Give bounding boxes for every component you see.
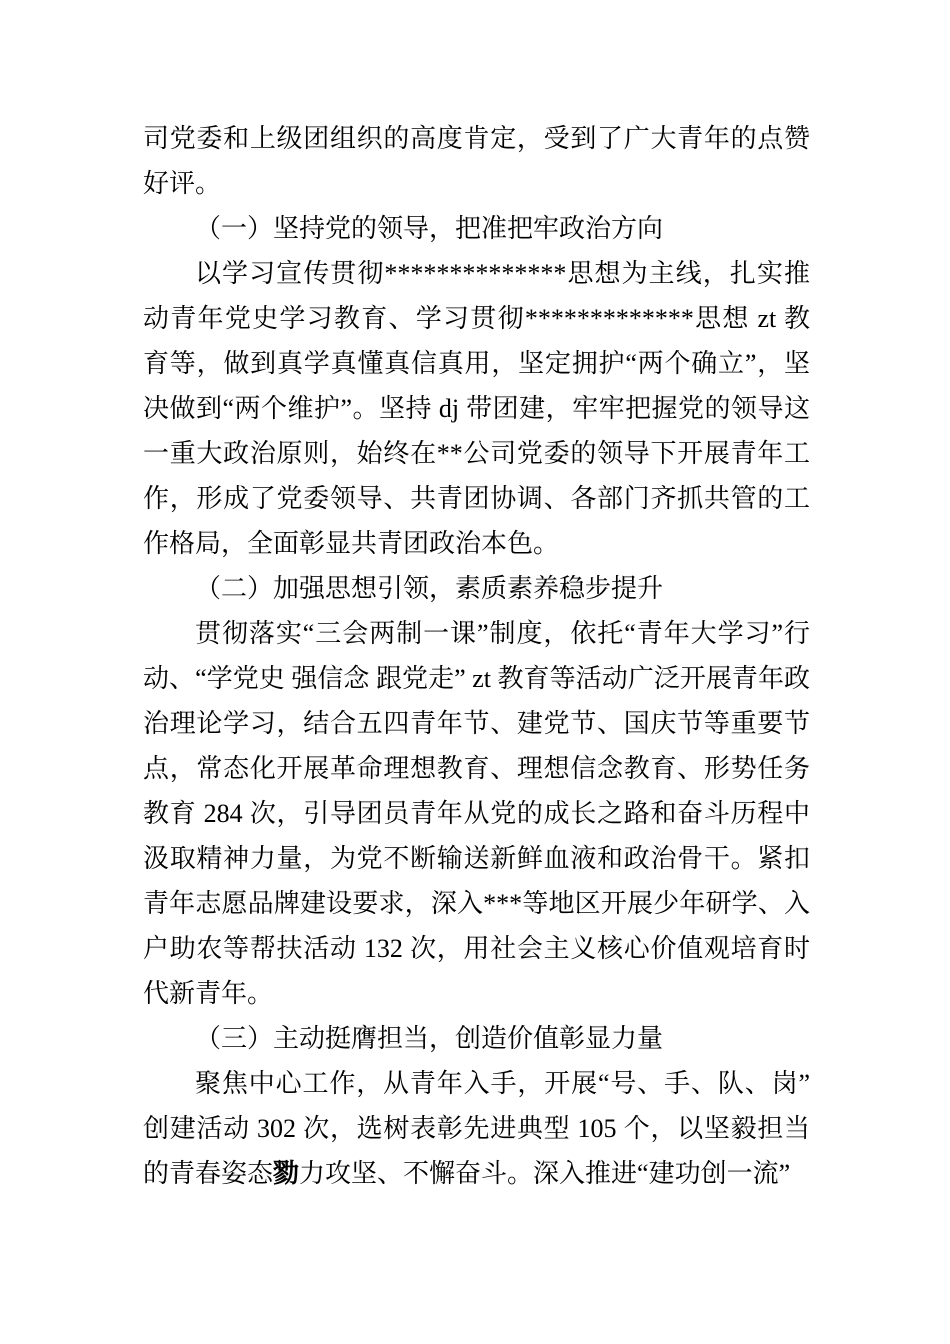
paragraph-section-3-bold-char: 勠	[273, 1159, 300, 1188]
document-content	[143, 116, 810, 1196]
paragraph-section-3	[143, 1061, 810, 1196]
section-heading-3: （三）主动挺膺担当，创造价值彰显力量	[195, 1024, 664, 1053]
paragraph-section-2: 贯彻落实“三会两制一课”制度，依托“青年大学习”行动、“学党史 强信念 跟党走” zt 教育等活动广泛开展青年政治理论学习，结合五四青年节、建党节、国庆节等重要节点，常态化开展革命理想教育、理想信念教育、形势任务教育 284 次，引导团员青年从党的成长之路和奋斗历程中汲取精神力量，为党不断输送新鲜血液和政治骨干。紧扣青年志愿品牌建设要求，深入***等地区开展少年研学、入户助农等帮扶活动 132 次，用社会主义核心价值观培育时代新青年。	[143, 619, 810, 1008]
paragraph-section-3-text: 聚焦中心工作，从青年入手，开展“号、手、队、岗”创建活动 302 次，选树表彰先进典型 105 个，以坚毅担当的青春姿态	[143, 1069, 810, 1188]
section-heading-2: （二）加强思想引领，素质素养稳步提升	[195, 574, 664, 603]
paragraph-continuation: 司党委和上级团组织的高度肯定，受到了广大青年的点赞好评。	[143, 124, 810, 198]
paragraph-section-1: 以学习宣传贯彻**************思想为主线，扎实推动青年党史学习教育、学习贯彻*************思想 zt 教育等，做到真学真懂真信真用，坚定拥护“两个确立”，坚决做到“两个维护”。坚持 dj 带团建，牢牢把握党的领导这一重大政治原则，始终在**公司党委的领导下开展青年工作，形成了党委领导、共青团协调、各部门齐抓共管的工作格局，全面彰显共青团政治本色。	[143, 259, 810, 558]
paragraph-section-3-text-after: 力攻坚、不懈奋斗。深入推进“建功创一流”	[299, 1159, 791, 1188]
section-heading-1: （一）坚持党的领导，把准把牢政治方向	[195, 214, 664, 243]
